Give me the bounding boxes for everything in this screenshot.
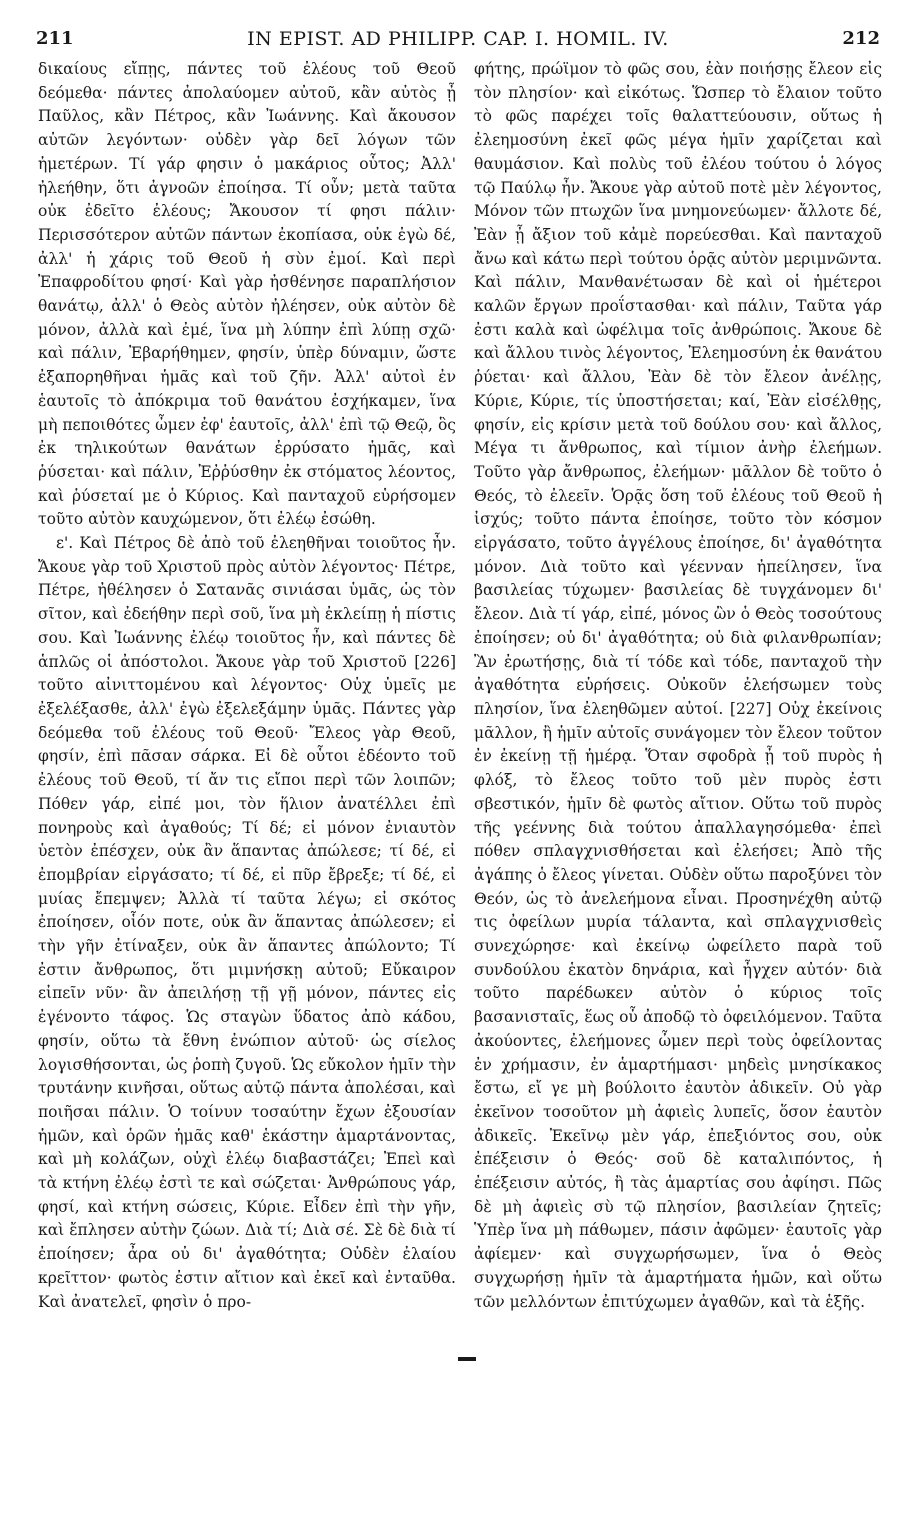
page-number-left: 211	[36, 28, 74, 49]
page-number-right: 212	[842, 28, 880, 49]
page-header	[36, 28, 880, 54]
left-column	[38, 58, 456, 1314]
running-title: IN EPIST. AD PHILIPP. CAP. I. HOMIL. IV.	[247, 28, 669, 50]
right-paragraph-1: φήτης, πρώϊμον τὸ φῶς σου, ἐὰν ποιήσῃς ἔλεον εἰς τὸν πλησίον· καὶ εἰκότως. Ὥσπερ τὸ ἔλαιον τοῦτο τὸ φῶς παρέχει τοῖς θαλαττεύουσιν, οὕτως ἡ ἐλεημοσύνη ἐκεῖ φῶς μέγα ἡμῖν χαρίζεται καὶ θαυμάσιον. Καὶ πολὺς τοῦ ἐλέου τούτου ὁ λόγος τῷ Παύλῳ ἦν. Ἄκουε γὰρ αὐτοῦ ποτὲ μὲν λέγοντος, Μόνον τῶν πτωχῶν ἵνα μνημονεύωμεν· ἄλλοτε δέ, Ἐὰν ᾖ ἄξιον τοῦ κἀμὲ πορεύεσθαι. Καὶ πανταχοῦ ἄνω καὶ κάτω περὶ τούτου ὁρᾷς αὐτὸν μεριμνῶντα. Καὶ πάλιν, Μανθανέτωσαν δὲ καὶ οἱ ἡμέτεροι καλῶν ἔργων προΐστασθαι· καὶ πάλιν, Ταῦτα γάρ ἐστι καλὰ καὶ ὠφέλιμα τοῖς ἀνθρώποις. Ἄκουε δὲ καὶ ἄλλου τινὸς λέγοντος, Ἐλεημοσύνη ἐκ θανάτου ῥύεται· καὶ ἄλλου, Ἐὰν δὲ τὸν ἔλεον ἀνέλῃς, Κύριε, Κύριε, τίς ὑποστήσεται; καί, Ἐὰν εἰσέλθῃς, φησίν, εἰς κρίσιν μετὰ τοῦ δούλου σου· καὶ ἄλλος, Μέγα τι ἄνθρωπος, καὶ τίμιον ἀνὴρ ἐλεήμων. Τοῦτο γὰρ ἄνθρωπος, ἐλεήμων· μᾶλλον δὲ τοῦτο ὁ Θεός, τὸ ἐλεεῖν. Ὁρᾷς ὅση τοῦ ἐλέους τοῦ Θεοῦ ἡ ἰσχύς; τοῦτο πάντα ἐποίησε, τοῦτο τὸν κόσμον εἰργάσατο, τοῦτο ἀγγέλους ἐποίησε, δι' ἀγαθότητα μόνον. Διὰ τοῦτο καὶ γέενναν ἠπείλησεν, ἵνα βασιλείας τύχωμεν· βασιλείας δὲ τυγχάνομεν δι' ἔλεον. Διὰ τί γάρ, εἰπέ, μόνος ὢν ὁ Θεὸς τοσούτους ἐποίησεν; οὐ δι' ἀγαθότητα; οὐ διὰ φιλανθρωπίαν; Ἂν ἐρωτήσῃς, διὰ τί τόδε καὶ τόδε, πανταχοῦ τὴν ἀγαθότητα εὑρήσεις. Οὐκοῦν ἐλεήσωμεν τοὺς πλησίον, ἵνα ἐλεηθῶμεν αὐτοί. [227] Οὐχ ἐκείνοις μᾶλλον, ἢ ἡμῖν αὐτοῖς συνάγομεν τὸν ἔλεον τοῦτον ἐν ἐκείνῃ τῇ ἡμέρᾳ. Ὅταν σφοδρὰ ᾖ τοῦ πυρὸς ἡ φλόξ, τὸ ἔλεος τοῦτο τοῦ μὲν πυρὸς ἐστι σβεστικόν, ἡμῖν δὲ φωτὸς αἴτιον. Οὕτω τοῦ πυρὸς τῆς γεέννης διὰ τούτου ἀπαλλαγησόμεθα· ἐπεὶ πόθεν σπλαγχνισθήσεται καὶ ἐλεήσει; Ἀπὸ τῆς ἀγάπης ὁ ἔλεος γίνεται. Οὐδὲν οὕτω παροξύνει τὸν Θεόν, ὡς τὸ ἀνελεήμονα εἶναι. Προσηνέχθη αὐτῷ τις ὀφείλων μυρία τάλαντα, καὶ σπλαγχνισθεὶς συνεχώρησε· καὶ ἐκείνῳ ὠφείλετο παρὰ τοῦ συνδούλου ἑκατὸν δηνάρια, καὶ ἦγχεν αὐτόν· διὰ τοῦτο παρέδωκεν αὐτὸν ὁ κύριος τοῖς βασανισταῖς, ἕως οὗ ἀποδῷ τὸ ὀφειλόμενον. Ταῦτα ἀκούοντες, ἐλεήμονες ὦμεν περὶ τοὺς ὀφείλοντας ἐν χρήμασιν, ἐν ἁμαρτήμασι· μηδεὶς μνησίκακος ἔστω, εἴ γε μὴ βούλοιτο ἑαυτὸν ἀδικεῖν. Οὐ γὰρ ἐκεῖνον τοσοῦτον μὴ ἀφιεὶς λυπεῖς, ὅσον ἑαυτὸν ἀδικεῖς. Ἐκεῖνῳ μὲν γάρ, ἐπεξιόντος σου, οὐκ ἐπέξεισιν ὁ Θεός· σοῦ δὲ καταλιπόντος, ἡ ἐπέξεισιν αὐτός, ἢ τὰς ἁμαρτίας σου ἀφίησι. Πῶς δὲ μὴ ἀφιεὶς σὺ τῷ πλησίον, βασιλείαν ζητεῖς; Ὑπὲρ ἵνα μὴ πάθωμεν, πάσιν ἀφῶμεν· ἑαυτοῖς γὰρ ἀφίεμεν· καὶ συγχωρήσωμεν, ἵνα ὁ Θεὸς συγχωρήσῃ ἡμῖν τὰ ἁμαρτήματα ἡμῶν, καὶ οὕτω τῶν μελλόντων ἐπιτύχωμεν ἀγαθῶν, καὶ τὰ ἑξῆς.	[474, 60, 882, 1311]
left-paragraph-2: ε'. Καὶ Πέτρος δὲ ἀπὸ τοῦ ἐλεηθῆναι τοιοῦτος ἦν. Ἄκουε γὰρ τοῦ Χριστοῦ πρὸς αὐτὸν λέγοντος· Πέτρε, Πέτρε, ἠθέλησεν ὁ Σατανᾶς σινιάσαι ὑμᾶς, ὡς τὸν σῖτον, καὶ ἐδεήθην περὶ σοῦ, ἵνα μὴ ἐκλείπῃ ἡ πίστις σου. Καὶ Ἰωάννης ἐλέῳ τοιοῦτος ἦν, καὶ πάντες δὲ ἁπλῶς οἱ ἀπόστολοι. Ἄκουε γὰρ τοῦ Χριστοῦ [226] τοῦτο αἰνιττομένου καὶ λέγοντος· Οὐχ ὑμεῖς με ἐξελέξασθε, ἀλλ' ἐγὼ ἐξελεξάμην ὑμᾶς. Πάντες γὰρ δεόμεθα τοῦ ἐλέους τοῦ Θεοῦ· Ἔλεος γὰρ Θεοῦ, φησίν, ἐπὶ πᾶσαν σάρκα. Εἰ δὲ οὗτοι ἐδέοντο τοῦ ἐλέους τοῦ Θεοῦ, τί ἄν τις εἴποι περὶ τῶν λοιπῶν; Πόθεν γάρ, εἰπέ μοι, τὸν ἥλιον ἀνατέλλει ἐπὶ πονηροὺς καὶ ἀγαθούς; Τί δέ; εἰ μόνον ἐνιαυτὸν ὑετὸν ἐπέσχεν, οὐκ ἂν ἅπαντας ἀπώλεσε; τί δέ, εἰ ἐπομβρίαν εἰργάσατο; τί δέ, εἰ πῦρ ἔβρεξε; τί δέ, εἰ μυίας ἔπεμψεν; Ἀλλὰ τί ταῦτα λέγω; εἰ σκότος ἐποίησεν, οἷόν ποτε, οὐκ ἂν ἅπαντας ἀπώλεσεν; εἰ τὴν γῆν ἐτίναξεν, οὐκ ἂν ἅπαντες ἀπώλοντο; Τί ἐστιν ἄνθρωπος, ὅτι μιμνήσκῃ αὐτοῦ; Εὔκαιρον εἰπεῖν νῦν· ἂν ἀπειλήσῃ τῇ γῇ μόνον, πάντες εἰς ἐγένοντο τάφος. Ὡς σταγὼν ὕδατος ἀπὸ κάδου, φησίν, οὕτω τὰ ἔθνη ἐνώπιον αὐτοῦ· ὡς σίελος λογισθήσονται, ὡς ῥοπὴ ζυγοῦ. Ὡς εὔκολον ἡμῖν τὴν τρυτάνην κινῆσαι, οὕτως αὐτῷ πάντα ἀπολέσαι, καὶ ποιῆσαι πάλιν. Ὁ τοίνυν τοσαύτην ἔχων ἐξουσίαν ἡμῶν, καὶ ὁρῶν ἡμᾶς καθ' ἑκάστην ἁμαρτάνοντας, καὶ μὴ κολάζων, οὐχὶ ἐλέῳ διαβαστάζει; Ἐπεὶ καὶ τὰ κτήνη ἐλέῳ ἐστὶ τε καὶ σώζεται· Ἀνθρώπους γάρ, φησί, καὶ κτήνη σώσεις, Κύριε. Εἶδεν ἐπὶ τὴν γῆν, καὶ ἔπλησεν αὐτὴν ζώων. Διὰ τί; Διὰ σέ. Σὲ δὲ διὰ τί ἐποίησεν; ἆρα οὐ δι' ἀγαθότητα; Οὐδὲν ἐλαίου κρεῖττον· φωτὸς ἐστιν αἴτιον καὶ ἐκεῖ καὶ ἐνταῦθα. Καὶ ἀνατελεῖ, φησὶν ὁ προ-	[38, 534, 456, 1311]
right-column	[474, 58, 882, 1314]
end-dash	[458, 1357, 476, 1361]
left-paragraph-1: δικαίους εἴπῃς, πάντες τοῦ ἐλέους τοῦ Θεοῦ δεόμεθα· πάντες ἀπολαύομεν αὐτοῦ, κἂν αὐτὸς ᾖ Παῦλος, κἂν Πέτρος, κἂν Ἰωάννης. Καὶ ἄκουσον αὐτῶν λεγόντων· οὐδὲν γὰρ δεῖ λόγων τῶν ἡμετέρων. Τί γάρ φησιν ὁ μακάριος οὗτος; Ἀλλ' ἠλεήθην, ὅτι ἀγνοῶν ἐποίησα. Τί οὖν; μετὰ ταῦτα οὐκ ἐδεῖτο ἐλέους; Ἄκουσον τί φησι πάλιν· Περισσότερον αὐτῶν πάντων ἐκοπίασα, οὐκ ἐγὼ δέ, ἀλλ' ἡ χάρις τοῦ Θεοῦ ἡ σὺν ἐμοί. Καὶ περὶ Ἐπαφροδίτου φησί· Καὶ γὰρ ἠσθένησε παραπλήσιον θανάτῳ, ἀλλ' ὁ Θεὸς αὐτὸν ἠλέησεν, οὐκ αὐτὸν δὲ μόνον, ἀλλὰ καὶ ἐμέ, ἵνα μὴ λύπην ἐπὶ λύπῃ σχῶ· καὶ πάλιν, Ἐβαρήθημεν, φησίν, ὑπὲρ δύναμιν, ὥστε ἐξαπορηθῆναι ἡμᾶς καὶ τοῦ ζῆν. Ἀλλ' αὐτοὶ ἐν ἑαυτοῖς τὸ ἀπόκριμα τοῦ θανάτου ἐσχήκαμεν, ἵνα μὴ πεποιθότες ὦμεν ἐφ' ἑαυτοῖς, ἀλλ' ἐπὶ τῷ Θεῷ, ὃς ἐκ τηλικούτων θανάτων ἐρρύσατο ἡμᾶς, καὶ ῥύσεται· καὶ πάλιν, Ἐῤῥύσθην ἐκ στόματος λέοντος, καὶ ῥύσεταί με ὁ Κύριος. Καὶ πανταχοῦ εὑρήσομεν τοῦτο αὐτὸν καυχώμενον, ὅτι ἐλέῳ ἐσώθη.	[38, 60, 456, 529]
